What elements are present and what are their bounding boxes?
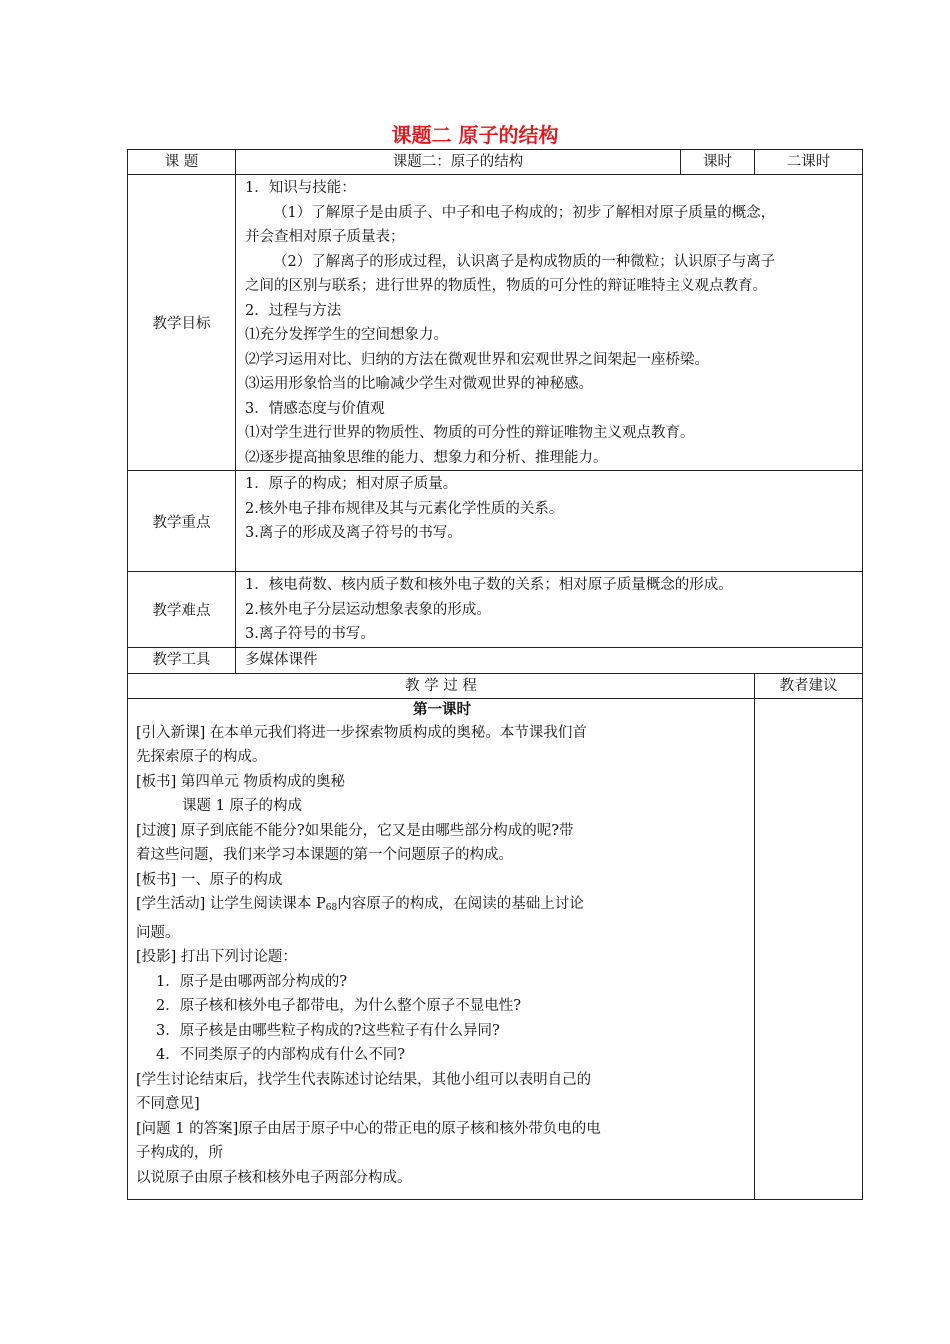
topic-label: 课 题 [128,150,236,175]
advice-header: 教者建议 [755,673,863,698]
objective-line: （2）了解离子的形成过程，认识离子是构成物质的一种微粒；认识原子与离子 [273,253,776,270]
objective-line: （1）了解原子是由质子、中子和电子构成的；初步了解相对原子质量的概念， [273,204,776,221]
lesson-plan-table [127,149,863,1200]
process-line [136,892,748,921]
difficulty-line: 2.核外电子分层运动想象表象的形成。 [245,601,491,618]
page-ref-sub: 68 [325,903,338,913]
process-line: [投影] 打出下列讨论题： [136,949,297,965]
difficulty-line: 1．核电荷数、核内质子数和核外电子数的关系；相对原子质量概念的形成。 [245,577,733,593]
difficulty-line: 3.离子符号的书写。 [245,626,375,642]
process-line: 1．原子是由哪两部分构成的? [156,973,347,990]
process-line: [板书] 一、原子的构成 [136,871,283,888]
objective-line: 并会查相对原子质量表； [245,229,405,245]
tools-row [128,647,863,673]
objective-line: ⑵逐步提高抽象思维的能力、想象力和分析、推理能力。 [245,449,608,466]
document-title: 课题二 原子的结构 [391,123,559,147]
process-line: 4．不同类原子的内部构成有什么不同? [156,1047,405,1063]
process-line: [引入新课] 在本单元我们将进一步探索物质构成的奥秘。本节课我们首 [136,724,587,741]
period-value: 二课时 [755,150,863,175]
process-line: [板书] 第四单元 物质构成的奥秘 [136,773,346,790]
lesson-title: 第一课时 [413,701,471,718]
period-label: 课时 [681,150,755,175]
process-row [128,698,863,1199]
process-line: 不同意见] [136,1096,200,1112]
key-point-line: 1．原子的构成；相对原子质量。 [245,476,458,492]
tools-value: 多媒体课件 [236,647,863,673]
objectives-content [236,175,863,471]
process-line: 问题。 [136,924,180,941]
process-line-part: [学生活动] 让学生阅读课本 P [136,896,326,912]
objective-line: 1．知识与技能： [245,180,356,196]
process-line: 课题 1 原子的构成 [182,798,302,814]
objective-line: ⑴对学生进行世界的物质性、物质的可分性的辩证唯物主义观点教育。 [245,425,695,441]
process-line: 先探索原子的构成。 [136,749,267,765]
advice-content [755,698,863,1199]
process-line: 2．原子核和核外电子都带电，为什么整个原子不显电性? [156,998,521,1014]
process-line: [问题 1 的答案]原子由居于原子中心的带正电的原子核和核外带负电的电 [136,1120,601,1137]
key-points-content [236,471,863,572]
process-line: 以说原子由原子核和核外电子两部分构成。 [136,1169,412,1186]
objective-line: 3．情感态度与价值观 [245,400,385,417]
key-point-line: 3.离子的形成及离子符号的书写。 [245,525,462,541]
difficulties-content [236,572,863,648]
process-line: 着这些问题，我们来学习本课题的第一个问题原子的构成。 [136,847,513,863]
objectives-label: 教学目标 [128,175,236,471]
process-line: [过渡] 原子到底能不能分?如果能分，它又是由哪些部分构成的呢?带 [136,822,574,839]
objective-line: ⑴充分发挥学生的空间想象力。 [245,327,448,343]
key-points-row [128,471,863,572]
tools-label: 教学工具 [128,647,236,673]
objective-line: ⑵学习运用对比、归纳的方法在微观世界和宏观世界之间架起一座桥梁。 [245,351,709,368]
process-header: 教 学 过 程 [128,673,755,698]
process-line: 3．原子核是由哪些粒子构成的?这些粒子有什么异同? [156,1022,500,1039]
objective-line: 之间的区别与联系；进行世界的物质性，物质的可分性的辩证唯特主义观点教育。 [245,278,767,294]
process-content [128,698,755,1199]
process-line: [学生讨论结束后，找学生代表陈述讨论结果，其他小组可以表明自己的 [136,1071,592,1088]
header-row [128,150,863,175]
process-header-row [128,673,863,698]
objective-line: ⑶运用形象恰当的比喻减少学生对微观世界的神秘感。 [245,376,593,392]
objective-line: 2．过程与方法 [245,302,342,319]
difficulties-row [128,572,863,648]
key-points-label: 教学重点 [128,471,236,572]
process-line: 子构成的，所 [136,1145,223,1161]
difficulties-label: 教学难点 [128,572,236,648]
objectives-row [128,175,863,471]
key-point-line: 2.核外电子排布规律及其与元素化学性质的关系。 [245,500,564,517]
process-line-part: 内容原子的构成，在阅读的基础上讨论 [337,896,584,912]
topic-value: 课题二：原子的结构 [236,150,681,175]
